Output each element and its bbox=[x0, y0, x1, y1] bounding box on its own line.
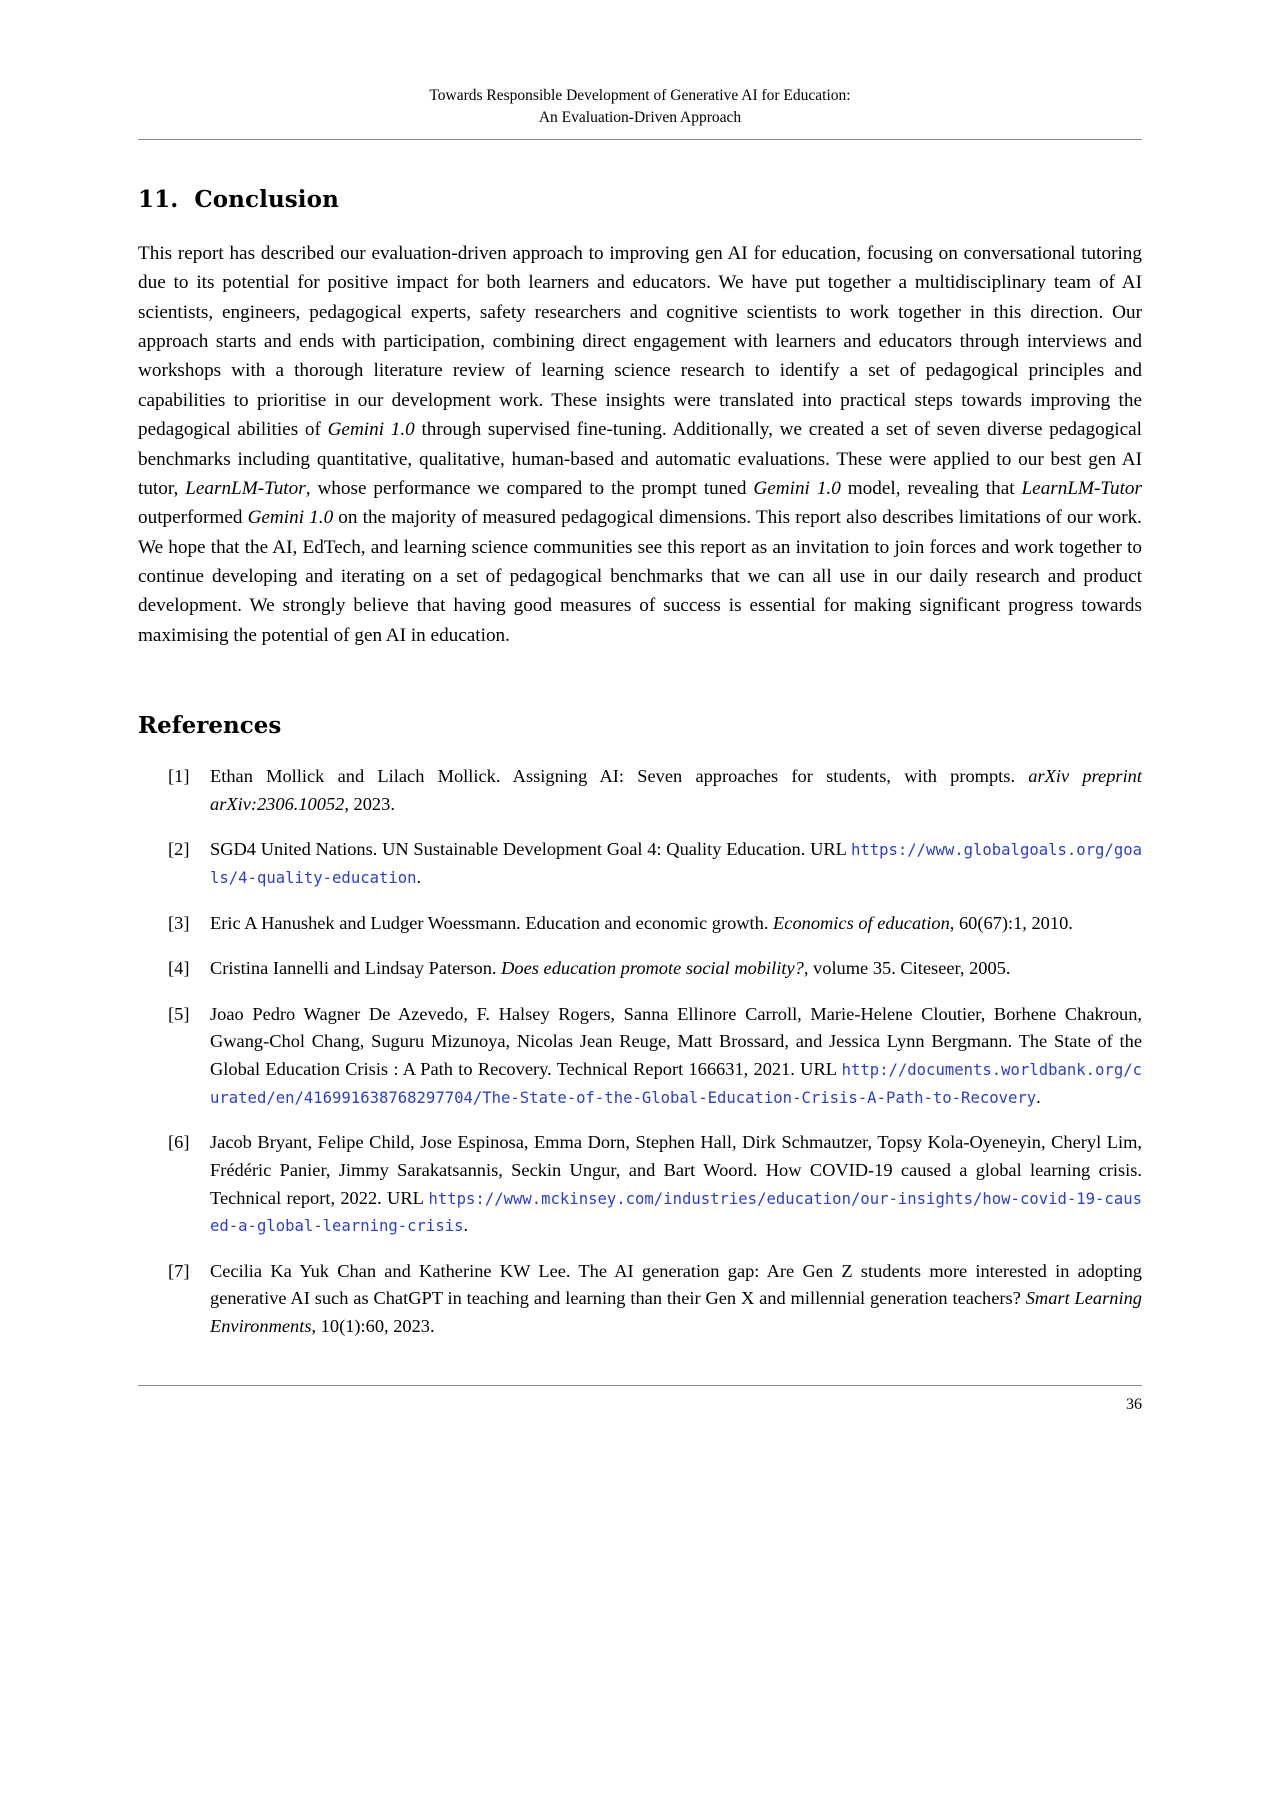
conclusion-text-4: model, revealing that bbox=[840, 477, 1022, 499]
reference-text-before: Eric A Hanushek and Ludger Woessmann. Education and economic growth. bbox=[210, 912, 774, 933]
section-number: 11. bbox=[138, 185, 179, 213]
conclusion-em-2: LearnLM-Tutor bbox=[185, 477, 306, 499]
header-divider bbox=[138, 139, 1142, 140]
reference-content bbox=[210, 1129, 1142, 1239]
conclusion-text-2: through supervised fine-tuning. Additionally, we created a set of seven diverse pedagogical benchmarks including quantitative, qualitative, human-based and automatic evaluations. These were applied to our best gen AI tutor, bbox=[138, 419, 1142, 499]
reference-italic: Smart Learning Environments bbox=[210, 1288, 1142, 1336]
reference-text-before: Jacob Bryant, Felipe Child, Jose Espinosa, Emma Dorn, Stephen Hall, Dirk Schmautzer, Topsy Kola-Oyeneyin, Cheryl Lim, Frédéric Panier, Jimmy Sarakatsannis, Seckin Ungur, and Bart Woord. How COVID-19 caused a global learning crisis. Technical report, 2022. URL bbox=[210, 1132, 1142, 1208]
reference-text-before: Ethan Mollick and Lilach Mollick. Assigning AI: Seven approaches for students, with prompts. bbox=[210, 766, 1029, 787]
section-title: Conclusion bbox=[194, 185, 339, 213]
list-item bbox=[138, 836, 1142, 891]
reference-link[interactable]: https://www.globalgoals.org/goals/4-quality-education bbox=[210, 841, 1142, 888]
references-list bbox=[138, 763, 1142, 1340]
reference-label: [6] bbox=[168, 1132, 190, 1153]
footer-divider bbox=[138, 1385, 1142, 1386]
reference-label: [2] bbox=[168, 839, 190, 860]
page-number: 36 bbox=[1126, 1395, 1142, 1413]
reference-italic: Does education promote social mobility? bbox=[501, 958, 804, 979]
reference-text-before: Joao Pedro Wagner De Azevedo, F. Halsey Rogers, Sanna Ellinore Carroll, Marie-Helene Cloutier, Borhene Chakroun, Gwang-Chol Chang, Suguru Mizunoya, Nicolas Jean Reuge, Matt Brossard, and Jessica Lynn Bergmann. The State of the Global Education Crisis : A Path to Recovery. Technical Report 166631, 2021. URL bbox=[210, 1003, 1142, 1080]
reference-link[interactable]: http://documents.worldbank.org/curated/en/416991638768297704/The-State-of-the-Global-Education-Crisis-A-Path-to-Recovery bbox=[210, 1061, 1142, 1107]
list-item bbox=[138, 1001, 1142, 1111]
reference-content bbox=[210, 910, 1142, 938]
conclusion-paragraph bbox=[138, 239, 1142, 650]
conclusion-em-1: Gemini 1.0 bbox=[327, 419, 415, 441]
reference-text-after: , volume 35. Citeseer, 2005. bbox=[803, 958, 1011, 979]
reference-italic: Economics of education bbox=[773, 912, 950, 933]
list-item bbox=[138, 910, 1142, 938]
reference-text-before: Cristina Iannelli and Lindsay Paterson. bbox=[210, 958, 502, 979]
reference-url-tail: . bbox=[463, 1215, 469, 1236]
reference-label: [1] bbox=[168, 766, 190, 787]
reference-url-tail: . bbox=[416, 867, 422, 888]
reference-content bbox=[210, 955, 1142, 983]
conclusion-text-3: , whose performance we compared to the prompt tuned bbox=[305, 477, 754, 499]
list-item bbox=[138, 763, 1142, 818]
reference-label: [3] bbox=[168, 912, 190, 933]
running-header-line-2: An Evaluation-Driven Approach bbox=[538, 109, 742, 127]
reference-label: [4] bbox=[168, 958, 190, 979]
list-item bbox=[138, 1129, 1142, 1239]
conclusion-text-6: on the majority of measured pedagogical dimensions. This report also describes limitations of our work. We hope that the AI, EdTech, and learning science communities see this report as an invitation to join forces and work together to continue developing and iterating on a set of pedagogical benchmarks that we can all use in our daily research and product development. We strongly believe that having good measures of success is essential for making significant progress towards maximising the potential of gen AI in education. bbox=[138, 507, 1142, 646]
reference-content bbox=[210, 1001, 1142, 1111]
list-item bbox=[138, 1258, 1142, 1341]
running-header-line-1: Towards Responsible Development of Generative AI for Education: bbox=[429, 87, 851, 104]
conclusion-em-3: Gemini 1.0 bbox=[753, 477, 841, 499]
reference-content bbox=[210, 763, 1142, 818]
references-heading: References bbox=[138, 712, 282, 740]
reference-text-after: , 10(1):60, 2023. bbox=[311, 1315, 435, 1336]
section-heading-conclusion bbox=[138, 186, 1142, 213]
reference-link[interactable]: https://www.mckinsey.com/industries/education/our-insights/how-covid-19-caused-a-global-learning-crisis bbox=[210, 1189, 1142, 1236]
conclusion-text-5: outperformed bbox=[138, 507, 248, 529]
reference-label: [7] bbox=[168, 1260, 190, 1281]
conclusion-em-4: LearnLM-Tutor bbox=[1021, 477, 1142, 499]
reference-label: [5] bbox=[168, 1003, 190, 1024]
reference-content bbox=[210, 1258, 1142, 1341]
reference-text-after: , 60(67):1, 2010. bbox=[949, 912, 1073, 933]
reference-italic: arXiv preprint arXiv:2306.10052 bbox=[210, 766, 1142, 814]
conclusion-em-5: Gemini 1.0 bbox=[247, 507, 334, 529]
list-item bbox=[138, 955, 1142, 983]
reference-url-tail: . bbox=[1036, 1086, 1041, 1107]
conclusion-text-1: This report has described our evaluation-driven approach to improving gen AI for education, focusing on conversational tutoring due to its potential for positive impact for both learners and educators. We have put together a multidisciplinary team of AI scientists, engineers, pedagogical experts, safety researchers and cognitive scientists to work together in this direction. Our approach starts and ends with participation, combining direct engagement with learners and educators through interviews and workshops with a thorough literature review of learning science research to identify a set of pedagogical principles and capabilities to prioritise in our development work. These insights were translated into practical steps towards improving the pedagogical abilities of bbox=[138, 242, 1142, 441]
reference-text-before: SGD4 United Nations. UN Sustainable Development Goal 4: Quality Education. URL bbox=[210, 839, 851, 860]
reference-content bbox=[210, 836, 1142, 891]
running-header bbox=[138, 85, 1142, 130]
reference-text-after: , 2023. bbox=[344, 793, 395, 814]
reference-text-before: Cecilia Ka Yuk Chan and Katherine KW Lee. The AI generation gap: Are Gen Z students more interested in adopting generative AI such as ChatGPT in teaching and learning than their Gen X and millennial generation teachers? bbox=[210, 1260, 1142, 1309]
